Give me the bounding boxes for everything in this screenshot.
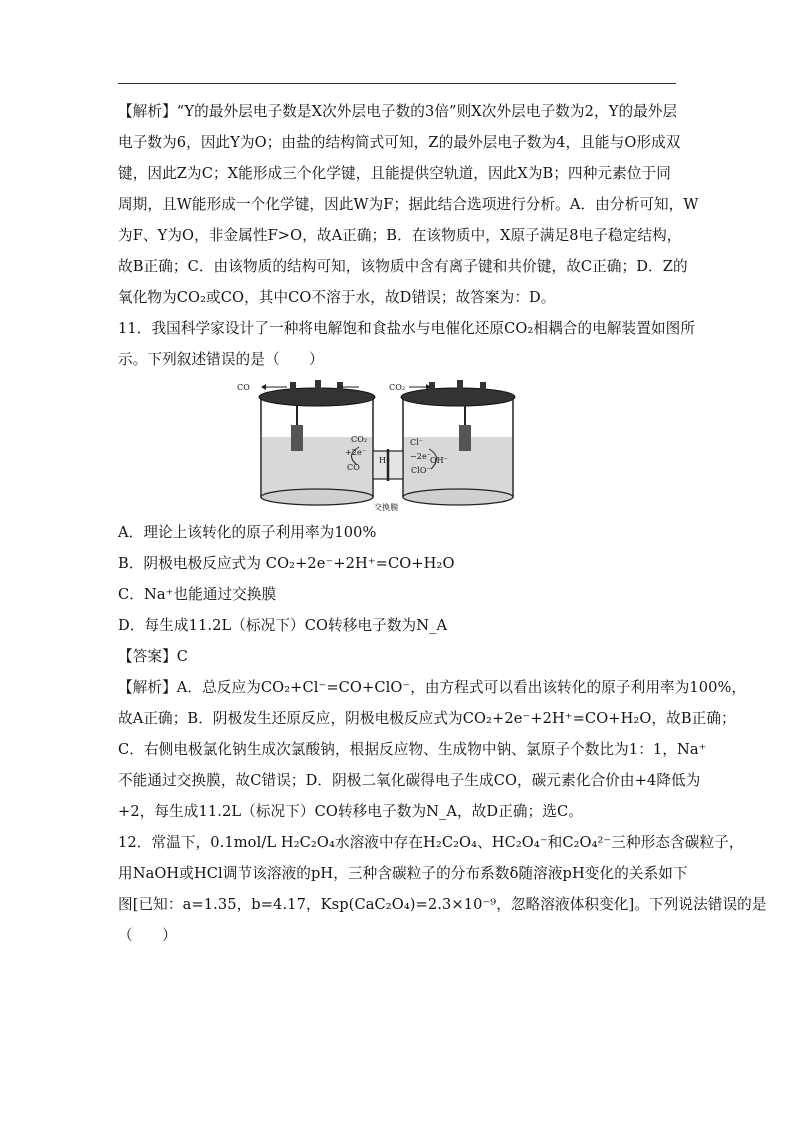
option-d: D．每生成11.2L（标况下）CO转移电子数为N_A: [118, 617, 448, 634]
option-b: B．阴极电极反应式为 CO₂+2e⁻+2H⁺=CO+H₂O: [118, 555, 455, 572]
question-stem-line: 图[已知：a=1.35，b=4.17，Ksp(CaC₂O₄)=2.3×10⁻⁹，忽略溶液体积变化]。下列说法错误的是: [118, 896, 767, 913]
question-11: [118, 313, 747, 827]
analysis-line: 不能通过交换膜，故C错误；D．阴极二氧化碳得电子生成CO，碳元素化合价由+4降低为: [118, 772, 701, 789]
analysis-line: 键，因此Z为C；X能形成三个化学键，且能提供空轨道，因此X为B；四种元素位于同: [118, 165, 671, 182]
analysis-line: 氧化物为CO₂或CO，其中CO不溶于水，故D错误；故答案为：D。: [118, 289, 556, 306]
h-plus-label: H⁺: [379, 456, 391, 465]
header-rule: [118, 83, 676, 84]
option-a: A．理论上该转化的原子利用率为100%: [118, 524, 377, 541]
q10-analysis: [118, 96, 699, 313]
right-oh-label: OH⁻: [430, 456, 449, 465]
analysis-line: 故A正确；B．阴极发生还原反应，阴极电极反应式为CO₂+2e⁻+2H⁺=CO+H₂O，故B正确；: [118, 710, 736, 727]
question-stem-line: （ ）: [118, 927, 177, 944]
co2-in-label: CO₂: [389, 383, 406, 392]
left-co-label: CO: [347, 463, 360, 472]
analysis-line: 【解析】“Y的最外层电子数是X次外层电子数的3倍”则X次外层电子数为2，Y的最外层: [118, 103, 678, 120]
co-out-label: CO: [237, 383, 250, 392]
analysis-line: 为F、Y为O，非金属性F>O，故A正确；B．在该物质中，X原子满足8电子稳定结构，: [118, 227, 682, 244]
page-content: [118, 96, 767, 951]
analysis-line: 周期，且W能形成一个化学键，因此W为F；据此结合选项进行分析。A．由分析可知，W: [118, 196, 699, 213]
membrane-label: 交换膜: [374, 503, 399, 512]
question-stem-line: 11．我国科学家设计了一种将电解饱和食盐水与电催化还原CO₂相耦合的电解装置如图所: [118, 320, 696, 337]
right-clo-label: ClO⁻: [411, 466, 431, 475]
question-12: [118, 827, 767, 951]
electrolysis-figure: [118, 375, 678, 517]
left-co2-label: CO₂: [351, 435, 368, 444]
analysis-line: 故B正确；C．由该物质的结构可知，该物质中含有离子键和共价键，故C正确；D．Z的: [118, 258, 688, 275]
right-electron-label: −2e⁻: [410, 452, 432, 461]
analysis-line: 电子数为6，因此Y为O；由盐的结构简式可知，Z的最外层电子数为4，且能与O形成双: [118, 134, 681, 151]
analysis-line: +2，每生成11.2L（标况下）CO转移电子数为N_A，故D正确；选C。: [118, 803, 583, 820]
answer-line: 【答案】C: [118, 648, 189, 665]
arrow-icon: [261, 384, 266, 390]
option-c: C．Na⁺也能通过交换膜: [118, 586, 277, 603]
question-stem-line: 示。下列叙述错误的是（ ）: [118, 351, 324, 368]
exchange-membrane: [373, 449, 403, 481]
analysis-line: 【解析】A．总反应为CO₂+Cl⁻=CO+ClO⁻，由方程式可以看出该转化的原子利用率为100%，: [118, 679, 747, 696]
question-stem-line: 用NaOH或HCl调节该溶液的pH，三种含碳粒子的分布系数δ随溶液pH变化的关系如下: [118, 865, 688, 882]
analysis-line: C．右侧电极氯化钠生成次氯酸钠，根据反应物、生成物中钠、氯原子个数比为1：1，Na⁺: [118, 741, 707, 758]
right-cl-label: Cl⁻: [410, 438, 424, 447]
left-electron-label: +2e⁻: [345, 448, 367, 457]
question-stem-line: 12．常温下，0.1mol/L H₂C₂O₄水溶液中存在H₂C₂O₄、HC₂O₄⁻和C₂O₄²⁻三种形态含碳粒子，: [118, 834, 744, 851]
electrolysis-diagram: [233, 377, 533, 513]
